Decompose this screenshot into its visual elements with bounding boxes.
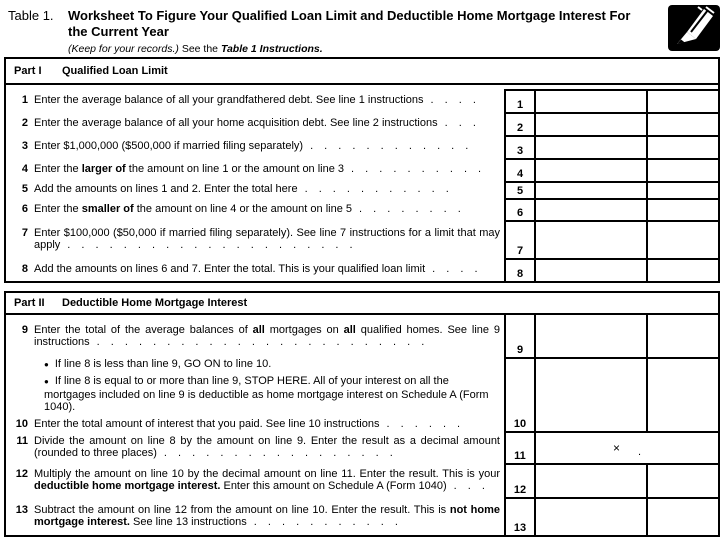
part1-label: Part I — [14, 65, 42, 77]
instruction-phrase: the amount on line 4 or the amount on line 5 — [133, 202, 352, 215]
row-instruction-text — [34, 418, 460, 430]
row-text-area — [6, 497, 504, 535]
worksheet-row-line-5 — [6, 181, 718, 198]
row-instruction — [12, 435, 500, 460]
worksheet-row-line-2 — [6, 112, 718, 135]
row-instruction-text — [34, 203, 461, 215]
line-number: 2 — [21, 117, 28, 130]
row-instruction-text — [34, 227, 500, 252]
keep-for-records-note: (Keep for your records.) — [68, 43, 179, 55]
row-instruction — [12, 263, 500, 276]
row-text-area — [6, 89, 504, 112]
amount-entry-cell[interactable] — [534, 497, 646, 535]
instruction-phrase: Subtract the amount on line 12 from the amount on line 10. Enter the result. This is — [34, 503, 450, 516]
worksheet-row-line-6 — [6, 198, 718, 220]
worksheet-row-line-12 — [6, 463, 718, 497]
bold-phrase: smaller of — [81, 202, 134, 215]
row-text-area — [6, 135, 504, 158]
row-instruction-text — [34, 183, 449, 195]
amount-entry-cell-right[interactable] — [646, 315, 718, 357]
worksheet-row-line-4 — [6, 158, 718, 181]
line-number: 4 — [21, 163, 28, 176]
row-instruction-text — [34, 163, 481, 175]
line-number: 7 — [21, 226, 28, 239]
instruction-phrase: qualified homes. See line 9 instructions — [34, 323, 500, 348]
dot-leader: . . . . . . . . . . . . . . . . . . . . . — [67, 239, 353, 251]
row-instruction — [12, 163, 500, 176]
line-number: 3 — [21, 140, 28, 153]
instruction-phrase: Enter the — [34, 163, 82, 176]
dot-leader: . . . . . . . . . . . . . . . . . — [163, 447, 393, 459]
row-text-area — [6, 181, 504, 198]
line-number-box: 11 — [504, 431, 534, 463]
worksheet-row-line-11 — [6, 431, 718, 463]
amount-entry-cell-right[interactable] — [646, 158, 718, 181]
line-number: 11 — [16, 434, 28, 447]
row-instruction — [12, 94, 500, 107]
table1-instructions-ref: Table 1 Instructions. — [220, 43, 323, 55]
row-instruction — [12, 183, 500, 196]
amount-entry-cell[interactable] — [534, 220, 646, 258]
decimal-point: . — [637, 445, 642, 458]
bold-phrase: not home mortgage interest. — [34, 503, 500, 528]
row-text-area — [6, 463, 504, 497]
amount-entry-cell-right[interactable] — [646, 89, 718, 112]
bold-phrase: all — [343, 323, 356, 336]
row-text-area — [6, 198, 504, 220]
subtitle-note — [68, 43, 323, 55]
instruction-phrase: Enter $100,000 ($50,000 if married filing separately). See line 7 instructions for a limit that may apply — [34, 226, 500, 251]
bold-phrase: deductible home mortgage interest. — [34, 480, 221, 492]
instruction-phrase: the amount on line 1 or the amount on line 3 — [125, 163, 345, 176]
line-number-box: 12 — [504, 463, 534, 497]
worksheet-row-line-7 — [6, 220, 718, 258]
bullet-item — [12, 358, 500, 372]
row-instruction-text — [34, 94, 476, 106]
amount-entry-cell-right[interactable] — [646, 258, 718, 281]
amount-entry-cell-right[interactable] — [646, 497, 718, 535]
amount-entry-cell-right[interactable] — [646, 135, 718, 158]
dot-leader: . . . . — [432, 263, 478, 276]
row-text-area — [6, 315, 504, 357]
bold-phrase: all — [252, 323, 265, 336]
amount-entry-cell-right[interactable] — [646, 198, 718, 220]
table-label: Table 1. — [8, 8, 54, 23]
amount-entry-cell[interactable] — [534, 357, 646, 431]
amount-entry-cell-right[interactable] — [646, 220, 718, 258]
worksheet-row-line-10 — [6, 357, 718, 431]
line-number-box: 6 — [504, 198, 534, 220]
instruction-phrase: Add the amounts on lines 1 and 2. Enter the total here — [34, 183, 298, 196]
amount-entry-cell[interactable] — [534, 135, 646, 158]
row-instruction — [12, 140, 500, 153]
row-instruction — [12, 418, 500, 431]
instruction-phrase: Multiply the amount on line 10 by the decimal amount on line 11. Enter the result. This is your — [34, 467, 500, 480]
amount-entry-cell[interactable] — [534, 158, 646, 181]
line-number-box: 1 — [504, 89, 534, 112]
instruction-phrase: Enter the — [34, 202, 82, 215]
dot-leader: . . . . . . . . . . . — [304, 183, 449, 196]
dot-leader: . . . — [453, 480, 485, 492]
line-number-box: 2 — [504, 112, 534, 135]
part2-header — [6, 293, 718, 315]
bullet-icon: ● — [44, 377, 49, 387]
amount-entry-cell[interactable] — [534, 198, 646, 220]
line-number-box: 13 — [504, 497, 534, 535]
worksheet-row-line-3 — [6, 135, 718, 158]
dot-leader: . . . . . . . . . . — [351, 163, 482, 176]
dot-leader: . . . . . . . . — [359, 202, 461, 215]
line-number: 6 — [21, 202, 28, 215]
line-number: 8 — [21, 263, 28, 276]
amount-entry-cell-right[interactable] — [646, 357, 718, 431]
instruction-phrase: Enter the total of the average balances of — [34, 323, 253, 336]
line-number-box: 5 — [504, 181, 534, 198]
multiply-sign: × — [612, 441, 620, 455]
row-instruction — [12, 504, 500, 529]
part2-title: Deductible Home Mortgage Interest — [62, 297, 248, 309]
row-instruction — [12, 117, 500, 130]
line-number-box: 8 — [504, 258, 534, 281]
amount-entry-cell-right[interactable] — [646, 181, 718, 198]
instruction-phrase: Enter the average balance of all your home acquisition debt. See line 2 instructions — [34, 117, 438, 130]
row-text-area — [6, 220, 504, 258]
dot-leader: . . . . . . . . . . . . . . . . . . . . . . . . — [96, 336, 425, 348]
see-the-text: See the — [181, 43, 219, 55]
decimal-entry-cell[interactable] — [534, 431, 718, 463]
bullet-text: If line 8 is less than line 9, GO ON to line 10. — [54, 357, 272, 370]
bold-phrase: larger of — [81, 163, 126, 176]
line-number: 12 — [15, 467, 28, 480]
row-instruction — [12, 468, 500, 493]
worksheet-row-line-1 — [6, 89, 718, 112]
line-number-box: 4 — [504, 158, 534, 181]
line-number: 13 — [15, 503, 28, 516]
worksheet-row-line-13 — [6, 497, 718, 535]
row-instruction-text — [34, 435, 500, 460]
bullet-icon: ● — [44, 359, 49, 369]
instruction-phrase: Enter $1,000,000 ($500,000 if married filing separately) — [34, 140, 304, 153]
dot-leader: . . . . . . . . . . . . — [310, 140, 469, 153]
line-number: 1 — [21, 94, 28, 107]
row-text-area — [6, 158, 504, 181]
row-text-area — [6, 258, 504, 281]
part1-table — [4, 57, 720, 283]
amount-entry-cell[interactable] — [534, 463, 646, 497]
dot-leader: . . . . . . . . . . . — [253, 516, 398, 528]
line-number: 5 — [21, 183, 28, 196]
instruction-phrase: Enter this amount on Schedule A (Form 1040) — [220, 480, 447, 492]
part2-table — [4, 291, 720, 537]
row-instruction — [12, 203, 500, 216]
amount-entry-cell[interactable] — [534, 89, 646, 112]
part2-label: Part II — [14, 297, 45, 309]
row-instruction — [12, 324, 500, 349]
instruction-phrase: mortgages on — [264, 323, 344, 336]
amount-entry-cell-right[interactable] — [646, 112, 718, 135]
pencil-icon — [668, 5, 720, 54]
dot-leader: . . . . . . — [386, 417, 461, 430]
line-number: 10 — [15, 417, 28, 430]
line-number-box: 3 — [504, 135, 534, 158]
instruction-phrase: Enter the total amount of interest that you paid. See line 10 instructions — [34, 417, 380, 430]
row-text-area — [6, 431, 504, 463]
row-instruction — [12, 227, 500, 252]
dot-leader: . . . . — [430, 94, 476, 107]
row-instruction-text — [34, 468, 500, 493]
amount-entry-cell[interactable] — [534, 315, 646, 357]
worksheet-row-line-9 — [6, 315, 718, 357]
part1-header — [6, 59, 718, 85]
instruction-phrase: See line 13 instructions — [129, 516, 247, 528]
line-number-box: 10 — [504, 357, 534, 431]
part1-rows — [6, 89, 718, 281]
part1-title: Qualified Loan Limit — [62, 65, 168, 77]
amount-entry-cell[interactable] — [534, 258, 646, 281]
instruction-phrase: Divide the amount on line 8 by the amount on line 9. Enter the result as a decimal amount (rounded to three places) — [34, 434, 500, 459]
part2-rows — [6, 315, 718, 535]
line-number-box: 9 — [504, 315, 534, 357]
worksheet-row-line-8 — [6, 258, 718, 281]
row-instruction-text — [34, 140, 468, 152]
bullet-text: If line 8 is equal to or more than line 9, STOP HERE. All of your interest on all the mortgages included on line 9 is deductible as home mortgage interest on Schedule A (Form 1040). — [44, 375, 489, 414]
row-instruction-text — [34, 117, 476, 129]
amount-entry-cell[interactable] — [534, 112, 646, 135]
bullet-item — [12, 375, 500, 414]
row-instruction-text — [34, 324, 500, 349]
row-instruction-text — [34, 263, 478, 275]
row-instruction-text — [34, 504, 500, 529]
instruction-phrase: Add the amounts on lines 6 and 7. Enter the total. This is your qualified loan limit — [34, 263, 426, 276]
line-number: 9 — [21, 323, 28, 336]
amount-entry-cell[interactable] — [534, 181, 646, 198]
row-text-area — [6, 112, 504, 135]
instruction-phrase: Enter the average balance of all your grandfathered debt. See line 1 instructions — [34, 94, 424, 107]
line-number-box: 7 — [504, 220, 534, 258]
dot-leader: . . . — [444, 117, 476, 130]
row-text-area — [6, 357, 504, 431]
page-title: Worksheet To Figure Your Qualified Loan Limit and Deductible Home Mortgage Interest For the Current Year — [68, 8, 631, 39]
amount-entry-cell-right[interactable] — [646, 463, 718, 497]
